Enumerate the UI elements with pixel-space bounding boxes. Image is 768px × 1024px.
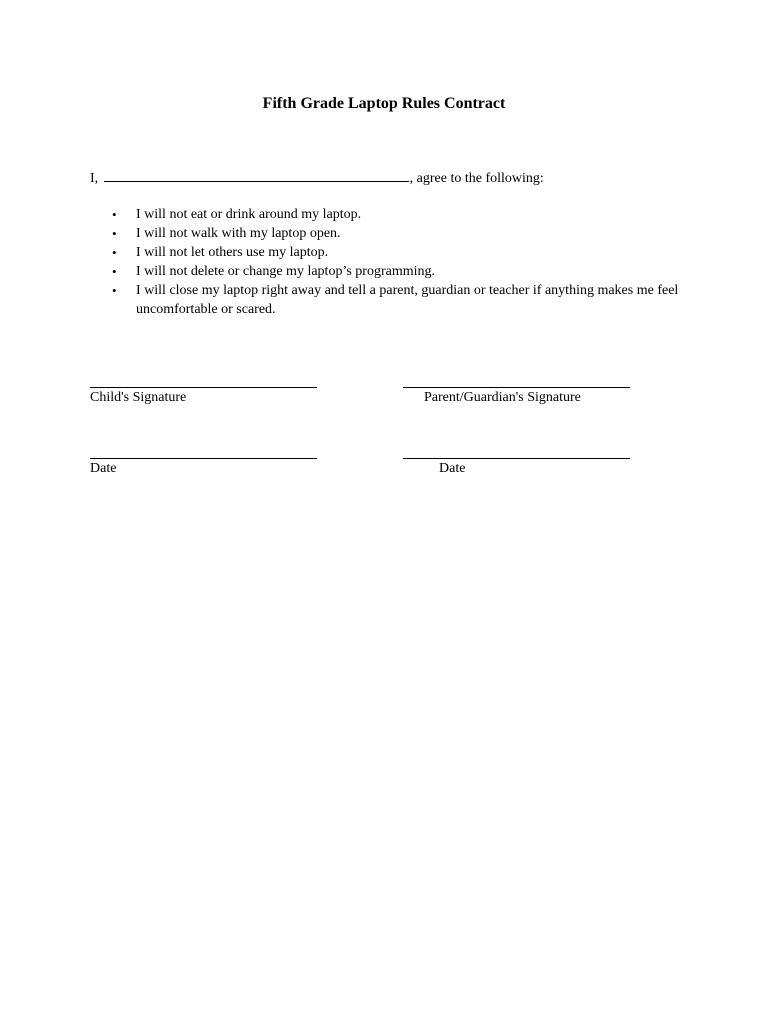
child-date-line[interactable] [90,458,317,459]
child-signature-line[interactable] [90,387,317,388]
name-blank-field[interactable] [104,168,409,182]
rule-text: I will close my laptop right away and tell a parent, guardian or teacher if anything makes me feel uncomfortable or scared. [136,283,679,317]
rule-text: I will not delete or change my laptop’s programming. [136,264,435,279]
agreement-prefix: I, [90,171,99,186]
rule-text: I will not eat or drink around my laptop. [136,207,362,222]
bullet-icon: • [112,226,117,241]
page-title: Fifth Grade Laptop Rules Contract [262,95,506,112]
parent-date-label: Date [439,461,466,476]
rules-list [112,205,682,319]
parent-signature-line[interactable] [403,387,630,388]
child-date-label: Date [90,461,117,476]
rule-text: I will not walk with my laptop open. [136,226,341,241]
bullet-icon: • [112,264,117,279]
list-item [112,205,682,224]
parent-signature-label: Parent/Guardian's Signature [424,390,581,405]
list-item [112,262,682,281]
list-item [112,281,682,319]
bullet-icon: • [112,245,117,260]
list-item [112,243,682,262]
bullet-icon: • [112,207,117,222]
bullet-icon: • [112,283,117,298]
list-item [112,224,682,243]
agreement-line [90,168,544,188]
rule-text: I will not let others use my laptop. [136,245,329,260]
agreement-suffix: , agree to the following: [409,171,544,186]
child-signature-label: Child's Signature [90,390,187,405]
parent-date-line[interactable] [403,458,630,459]
